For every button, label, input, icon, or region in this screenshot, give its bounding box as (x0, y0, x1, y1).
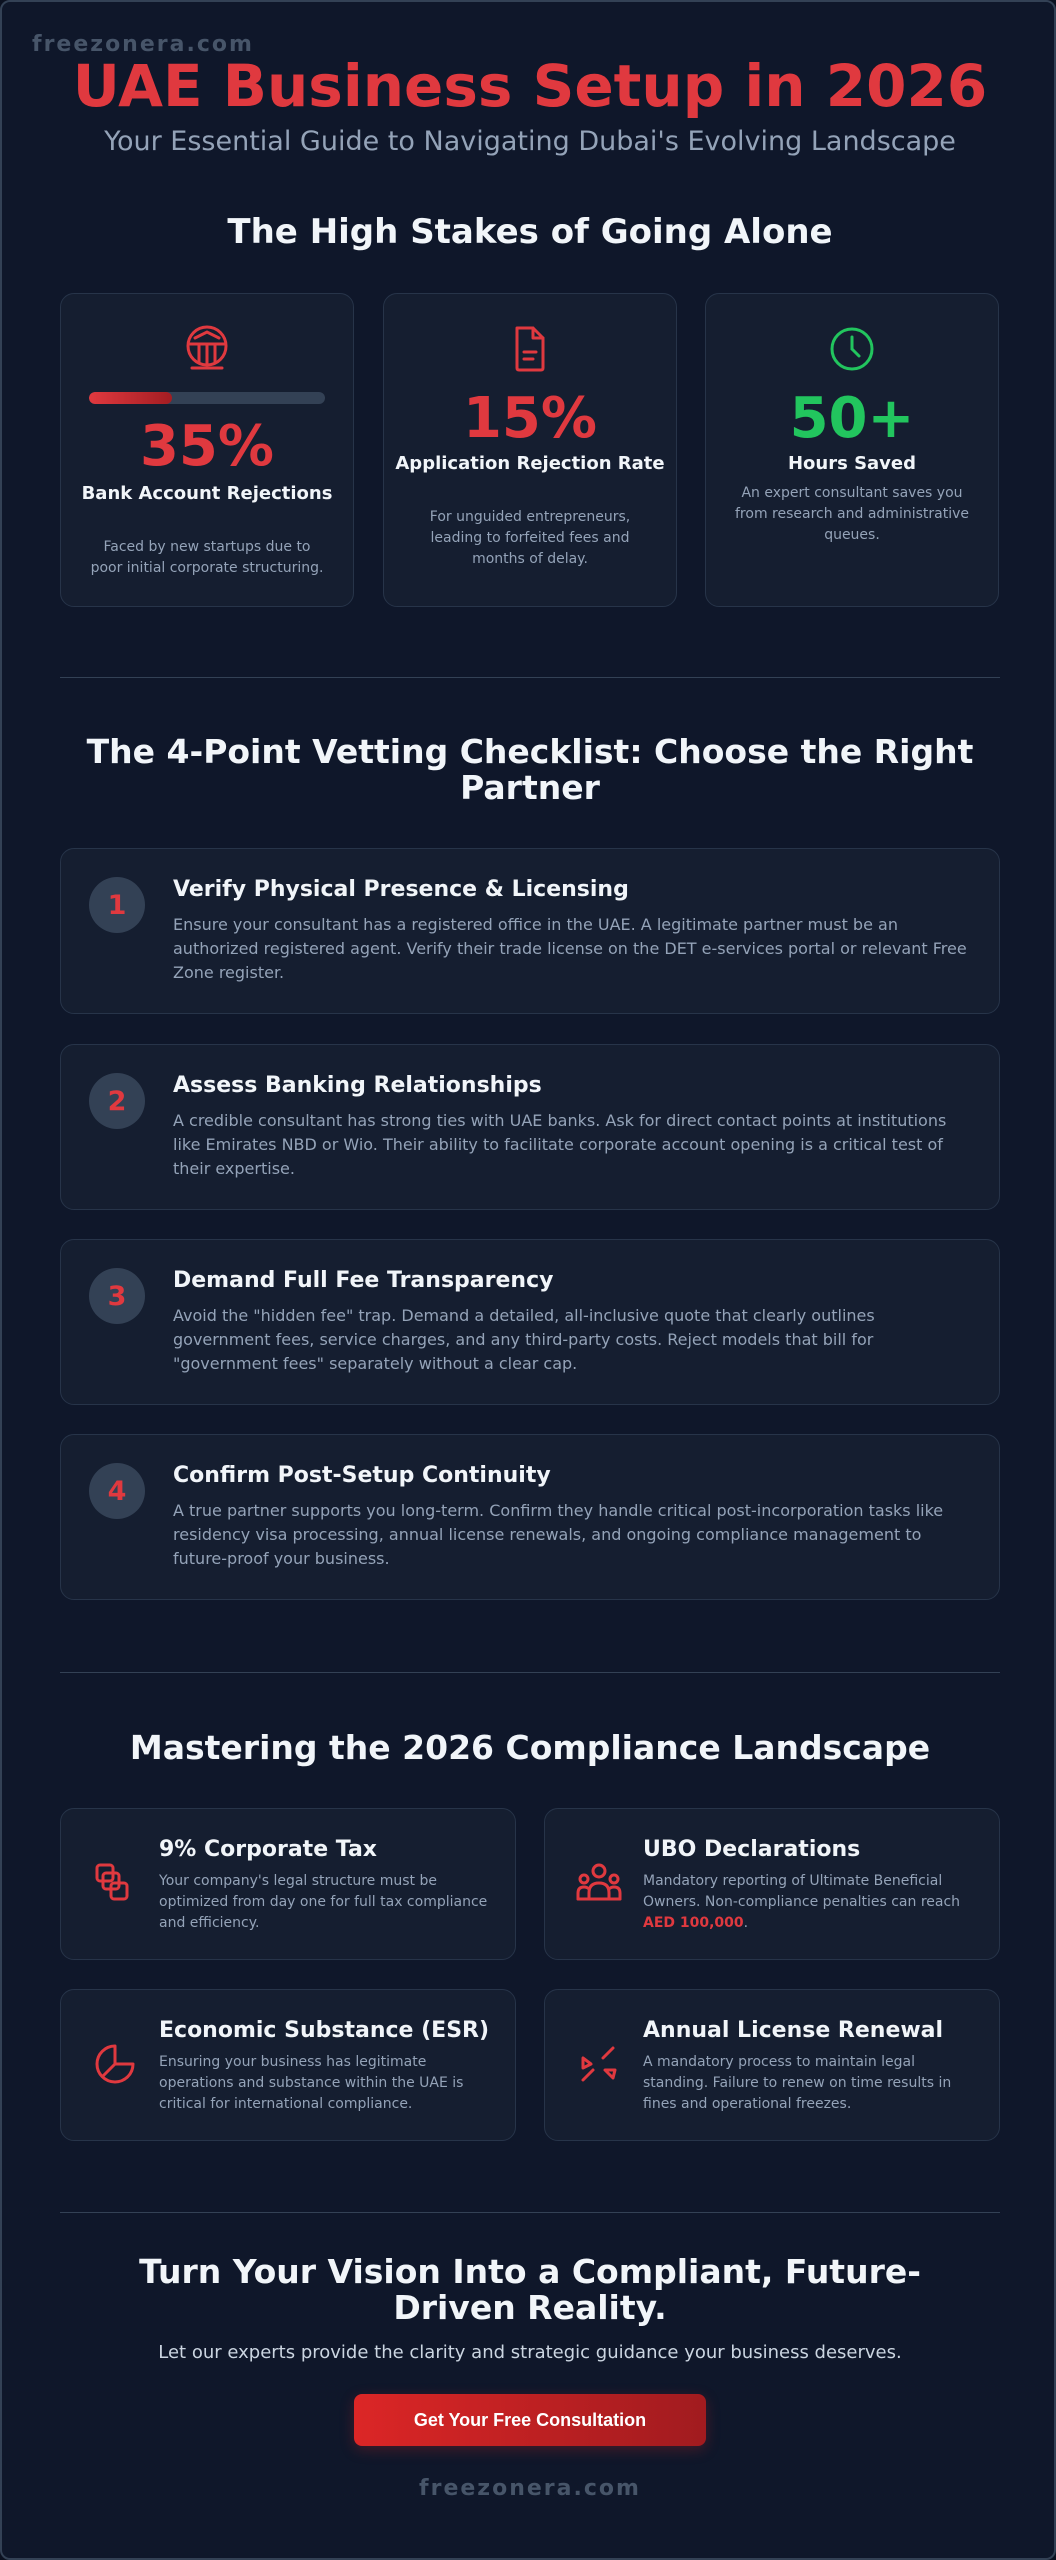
compliance-card-desc: Your company's legal structure must be optimized from day one for full tax compliance and efficiency. (159, 1873, 488, 1931)
checklist-section-title: The 4-Point Vetting Checklist: Choose the Right Partner (86, 732, 974, 807)
stat-description: Faced by new startups due to poor initial corporate structuring. (90, 539, 324, 576)
step-number: 3 (89, 1268, 145, 1324)
stat-value: 50+ (789, 386, 915, 451)
stakes-section-title: The High Stakes of Going Alone (227, 212, 833, 252)
compliance-card-title: Economic Substance (ESR) (159, 2018, 490, 2043)
document-icon (505, 324, 555, 374)
section-divider (60, 2212, 1000, 2213)
stat-label: Hours Saved (787, 453, 917, 474)
section-divider (60, 677, 1000, 678)
step-number: 2 (89, 1073, 145, 1129)
page-title: UAE Business Setup in 2026 (72, 52, 988, 120)
clock-icon (827, 324, 877, 374)
stat-card-hours-saved (705, 293, 999, 607)
checklist-item-desc: Ensure your consultant has a registered office in the UAE. A legitimate partner must be an authorized registered agent. Verify their trade license on the DET e-services portal or relevant Free Zone register. (173, 915, 967, 982)
checklist-item (60, 1239, 1000, 1405)
compliance-desc-end: . (743, 1915, 749, 1931)
compliance-card-license-renewal (544, 1989, 1000, 2141)
checklist-item-desc: A credible consultant has strong ties with UAE banks. Ask for direct contact points at institutions like Emirates NBD or Wio. Their ability to facilitate corporate account opening is a critical test of their expertise. (173, 1111, 947, 1178)
stat-label: Application Rejection Rate (395, 453, 665, 474)
compliance-card-corporate-tax (60, 1808, 516, 1960)
stat-label: Bank Account Rejections (81, 483, 333, 504)
checklist-item (60, 1044, 1000, 1210)
compliance-card-desc: Ensuring your business has legitimate operations and substance within the UAE is critical for international compliance. (159, 2054, 464, 2112)
stat-card-application-rejection (383, 293, 677, 607)
compliance-card-desc: A mandatory process to maintain legal standing. Failure to renew on time results in fines and operational freezes. (643, 2054, 952, 2112)
ubo-people-icon (575, 1859, 623, 1907)
step-number: 1 (89, 877, 145, 933)
bank-icon (182, 324, 232, 374)
corporate-tax-icon (91, 1859, 139, 1907)
compliance-card-title: UBO Declarations (643, 1837, 861, 1862)
checklist-item (60, 848, 1000, 1014)
checklist-item-title: Confirm Post-Setup Continuity (173, 1463, 551, 1488)
brand-watermark: freezonera.com (32, 32, 254, 57)
stat-card-bank-rejections (60, 293, 354, 607)
free-consultation-button[interactable]: Get Your Free Consultation (354, 2394, 706, 2446)
step-number: 4 (89, 1463, 145, 1519)
compliance-card-esr (60, 1989, 516, 2141)
stat-value: 15% (462, 386, 598, 451)
rejection-progress-bar (89, 392, 325, 404)
compliance-section-title: Mastering the 2026 Compliance Landscape (129, 1728, 931, 1767)
cta-title: Turn Your Vision Into a Compliant, Future-Driven Reality. (139, 2252, 921, 2327)
checklist-item (60, 1434, 1000, 1600)
compliance-card-desc (643, 1871, 977, 1934)
cta-text: Let our experts provide the clarity and strategic guidance your business deserves. (158, 2342, 902, 2363)
renewal-arrows-icon (575, 2040, 623, 2088)
stat-description: An expert consultant saves you from research and administrative queues. (735, 485, 969, 543)
checklist-item-title: Verify Physical Presence & Licensing (173, 877, 629, 902)
checklist-item-title: Assess Banking Relationships (173, 1073, 542, 1098)
penalty-amount: AED 100,000 (643, 1915, 744, 1931)
footer-brand[interactable]: freezonera.com (419, 2476, 641, 2501)
pie-chart-icon (91, 2040, 139, 2088)
stat-value: 35% (139, 414, 275, 479)
compliance-card-title: 9% Corporate Tax (159, 1837, 377, 1862)
compliance-card-title: Annual License Renewal (643, 2018, 944, 2043)
page-subtitle: Your Essential Guide to Navigating Dubai's Evolving Landscape (104, 126, 956, 157)
section-divider (60, 1672, 1000, 1673)
compliance-desc-text: Mandatory reporting of Ultimate Beneficial Owners. Non-compliance penalties can reach (643, 1873, 961, 1910)
progress-fill (89, 392, 172, 404)
stat-description: For unguided entrepreneurs, leading to forfeited fees and months of delay. (429, 509, 631, 567)
checklist-item-title: Demand Full Fee Transparency (173, 1268, 554, 1293)
compliance-card-ubo (544, 1808, 1000, 1960)
checklist-item-desc: Avoid the "hidden fee" trap. Demand a detailed, all-inclusive quote that clearly outlines government fees, service charges, and any third-party costs. Reject models that bill for "government fees" separately without a clear cap. (173, 1306, 875, 1373)
checklist-item-desc: A true partner supports you long-term. Confirm they handle critical post-incorporation tasks like residency visa processing, annual license renewals, and ongoing compliance management to future-proof your business. (173, 1501, 944, 1568)
